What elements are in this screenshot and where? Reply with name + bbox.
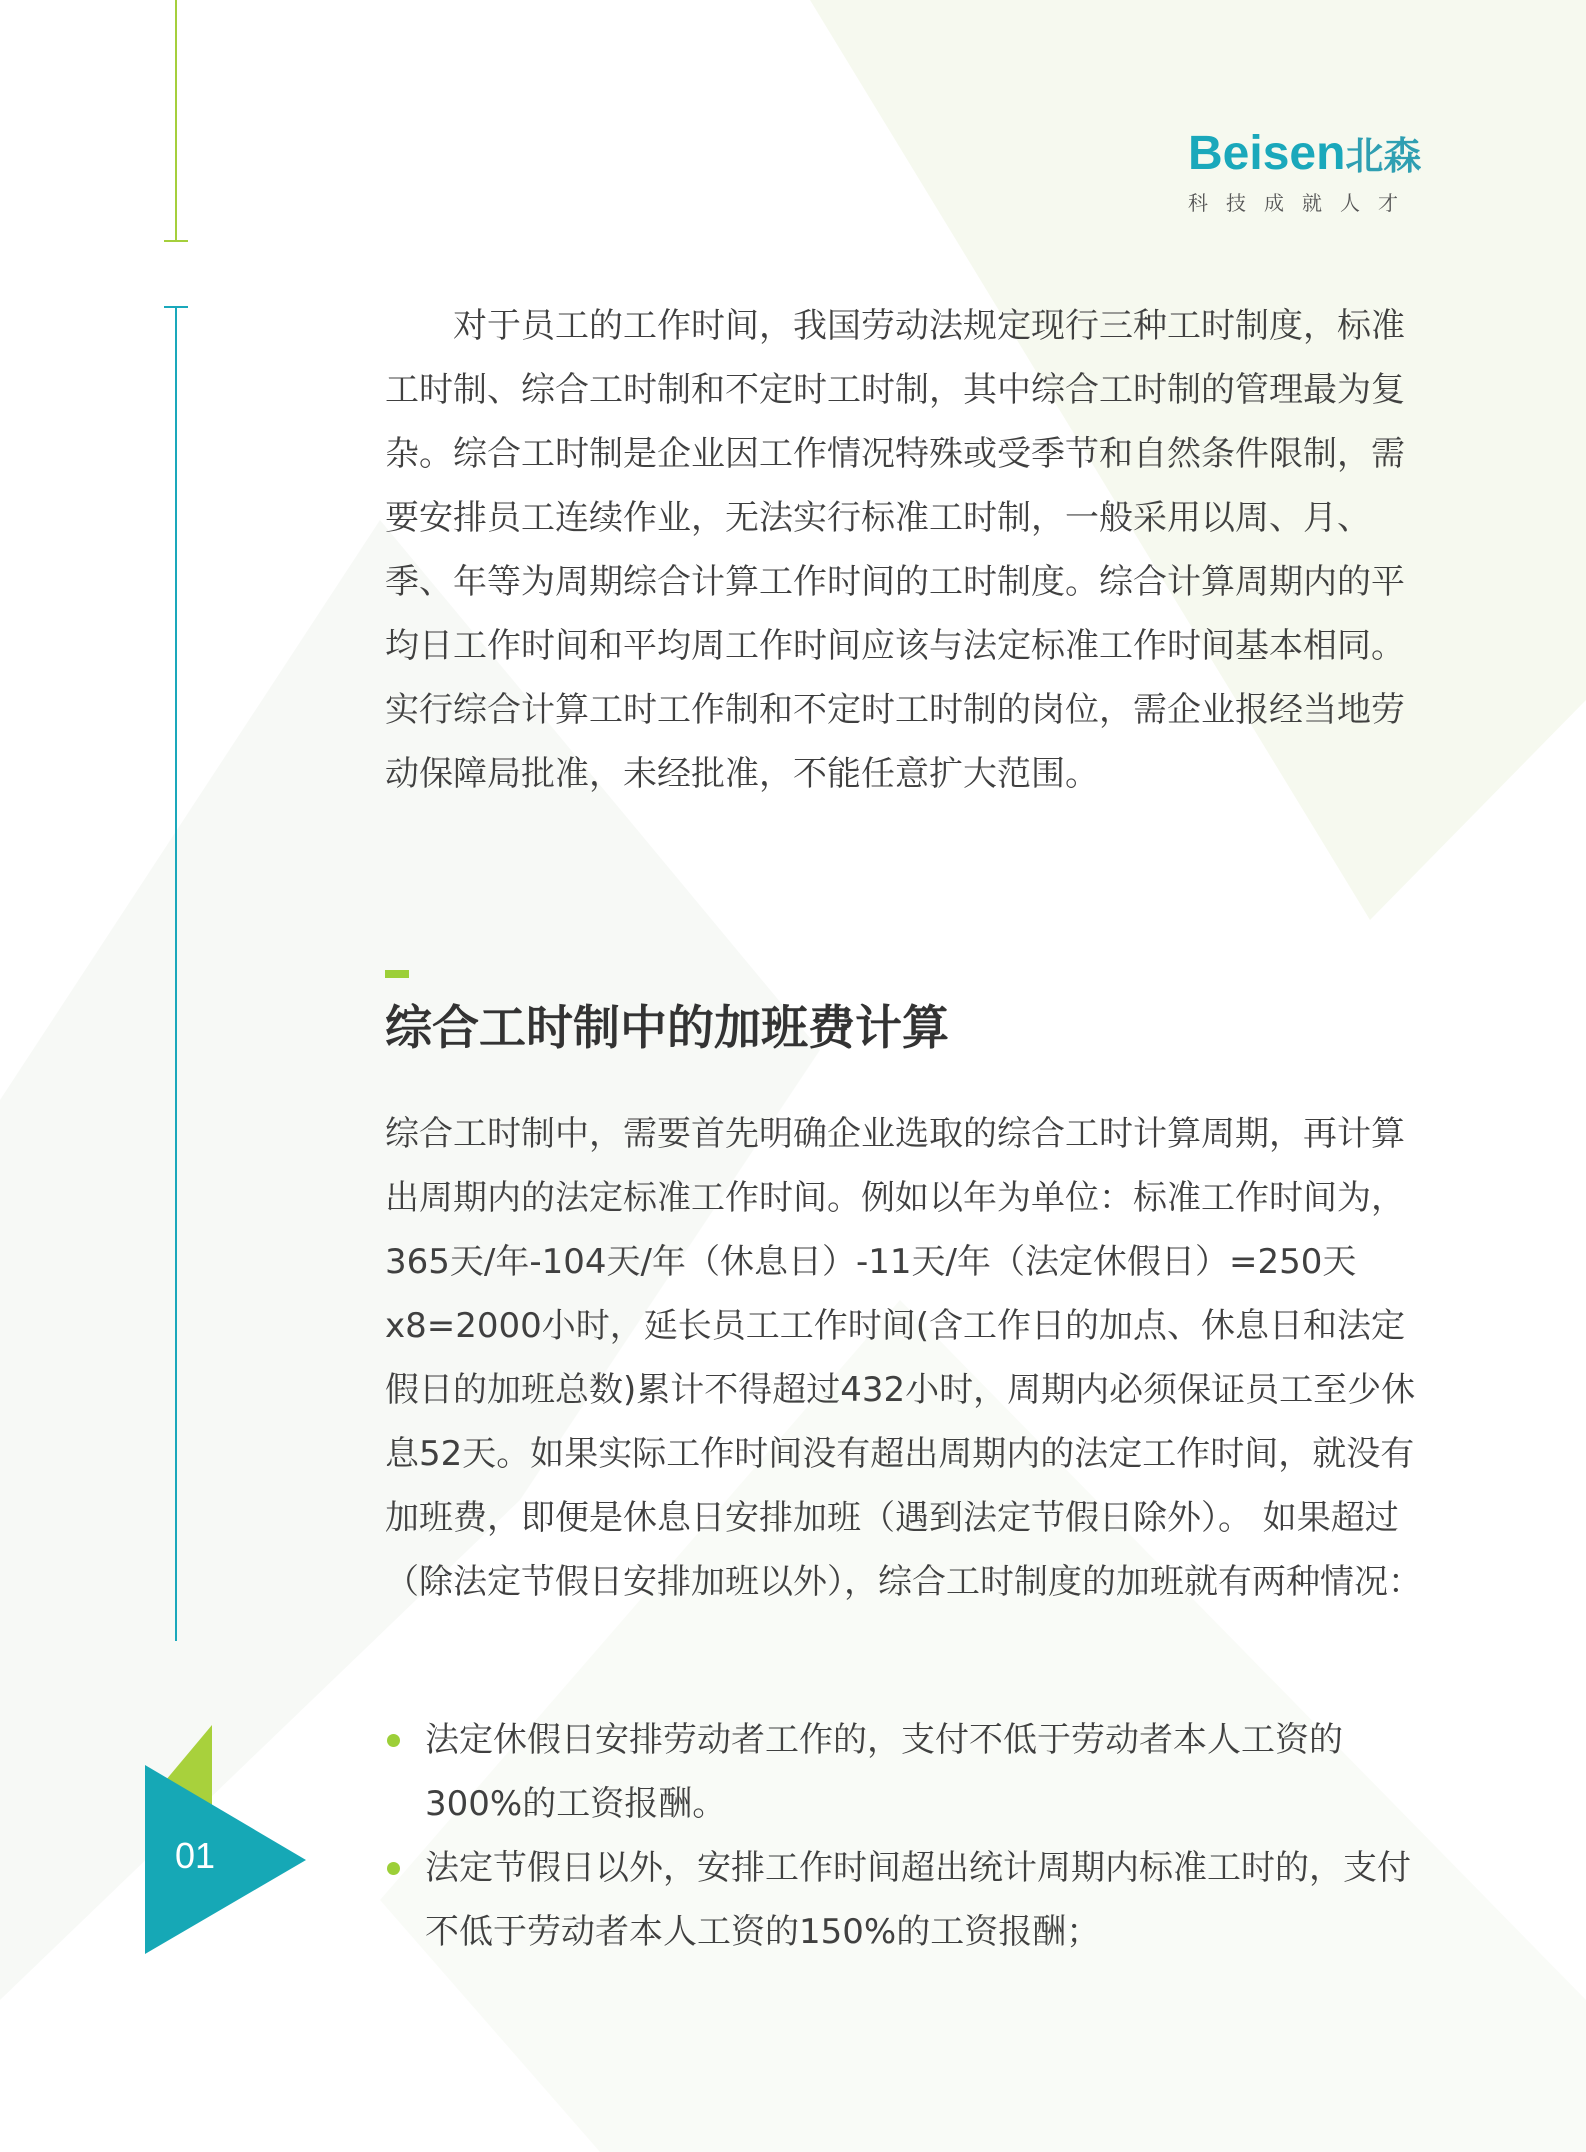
bullet-list — [385, 1708, 1433, 1964]
bullet-text: 法定休假日安排劳动者工作的，支付不低于劳动者本人工资的300%的工资报酬。 — [425, 1720, 1343, 1824]
beisen-logo — [1188, 128, 1428, 216]
corner-triangle-teal — [145, 1765, 306, 1954]
bullet-dot-icon — [387, 1862, 400, 1875]
logo-chinese: 北森 — [1345, 136, 1422, 178]
bullet-text: 法定节假日以外，安排工作时间超出统计周期内标准工时的，支付不低于劳动者本人工资的150%的工资报酬； — [425, 1848, 1411, 1952]
section-accent-bar — [385, 970, 409, 978]
logo-wordmark — [1188, 128, 1428, 183]
main-vertical-line — [175, 306, 177, 1641]
intro-paragraph: 对于员工的工作时间，我国劳动法规定现行三种工时制度，标准工时制、综合工时制和不定时工时制，其中综合工时制的管理最为复杂。综合工时制是企业因工作情况特殊或受季节和自然条件限制，需要安排员工连续作业，无法实行标准工时制，一般采用以周、月、季、年等为周期综合计算工作时间的工时制度。综合计算周期内的平均日工作时间和平均周工作时间应该与法定标准工作时间基本相同。实行综合计算工时工作制和不定时工时制的岗位，需企业报经当地劳动保障局批准，未经批准，不能任意扩大范围。 — [385, 306, 1405, 794]
top-vertical-line — [175, 0, 177, 240]
bullet-dot-icon — [387, 1734, 400, 1747]
page-number: 01 — [175, 1835, 216, 1876]
list-item — [385, 1708, 1433, 1836]
logo-english: Beisen — [1188, 127, 1346, 180]
logo-slogan: 科技成就人才 — [1188, 191, 1416, 215]
top-line-end-tick — [164, 240, 188, 242]
section-paragraph: 综合工时制中，需要首先明确企业选取的综合工时计算周期，再计算出周期内的法定标准工作时间。例如以年为单位：标准工作时间为，365天/年-104天/年（休息日）-11天/年（法定休假日）=250天x8=2000小时，延长员工工作时间(含工作日的加点、休息日和法定假日的加班总数)累计不得超过432小时，周期内必须保证员工至少休息52天。如果实际工作时间没有超出周期内的法定工作时间，就没有加班费，即便是休息日安排加班（遇到法定节假日除外）。 如果超过（除法定节假日安排加班以外），综合工时制度的加班就有两种情况： — [385, 1114, 1422, 1602]
list-item — [385, 1836, 1433, 1964]
section-title: 综合工时制中的加班费计算 — [385, 1001, 949, 1056]
